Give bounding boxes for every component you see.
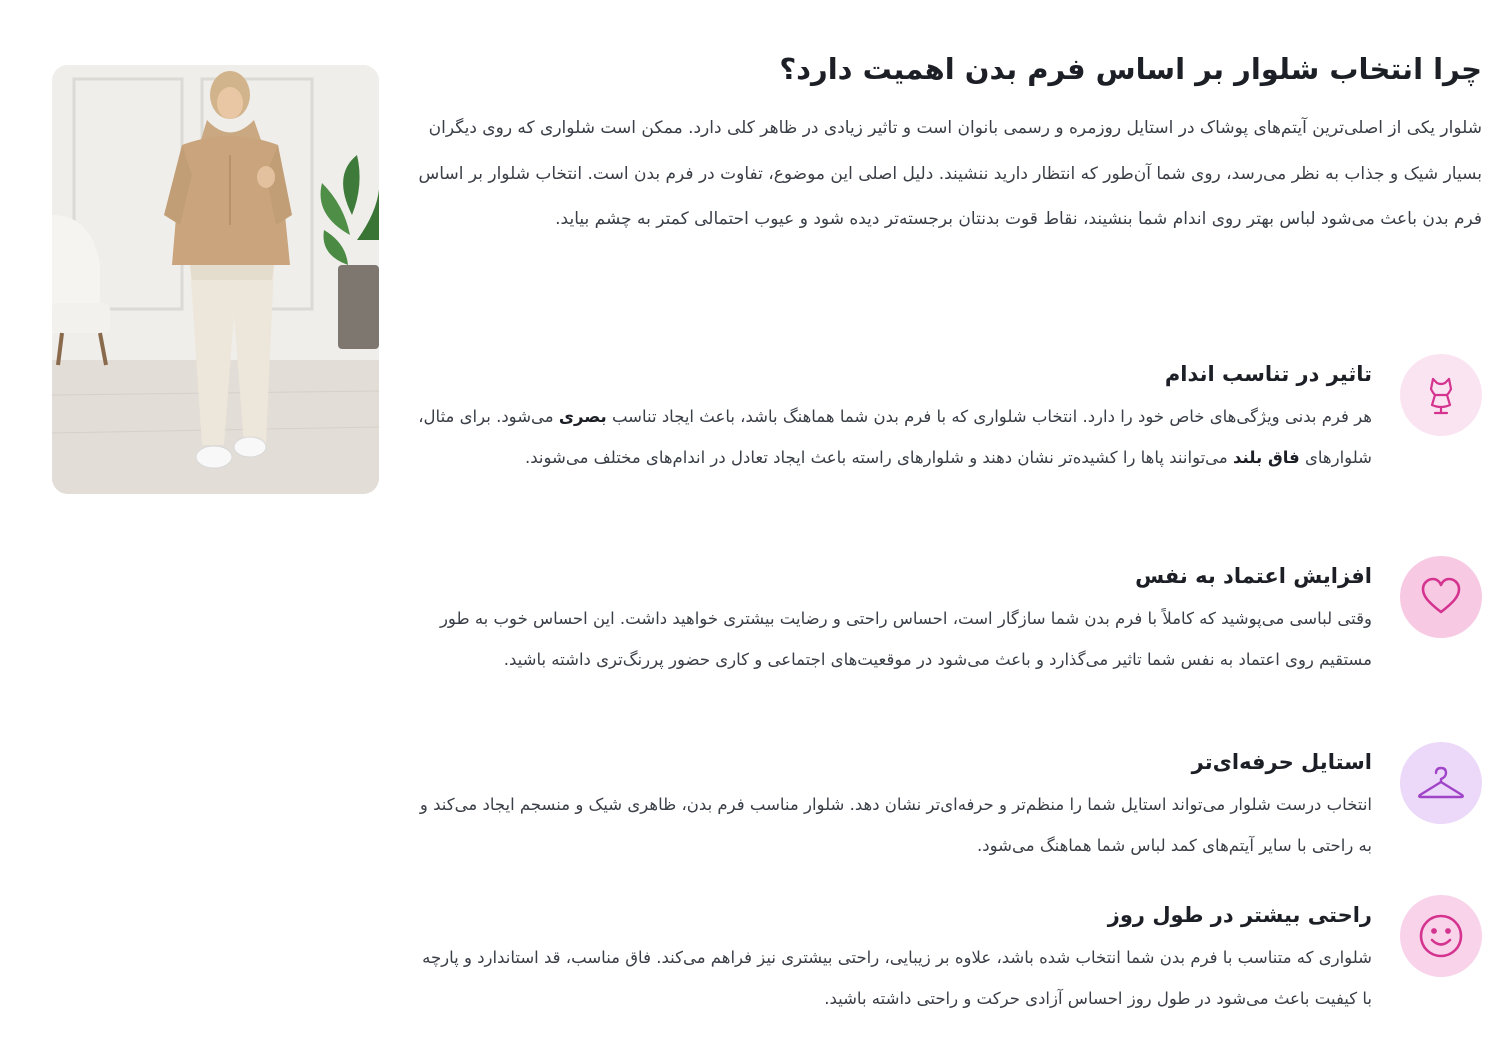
intro-section <box>416 44 1482 243</box>
heart-icon <box>1400 556 1482 638</box>
feature-description: وقتی لباسی می‌پوشید که کاملاً با فرم بدن شما سازگار است، احساس راحتی و رضایت بیشتری خواهید داشت. این احساس خوب به طور مستقیم روی اعتماد به نفس شما تاثیر می‌گذارد و باعث می‌شود در موقعیت‌های اجتماعی و کاری حضور پررنگ‌تری داشته باشید. <box>439 609 1372 669</box>
section-title: چرا انتخاب شلوار بر اساس فرم بدن اهمیت دارد؟ <box>779 52 1482 86</box>
feature-title: افزایش اعتماد به نفس <box>1135 564 1372 588</box>
smile-icon <box>1400 895 1482 977</box>
feature-title: راحتی بیشتر در طول روز <box>1107 903 1372 927</box>
feature-title: استایل حرفه‌ای‌تر <box>1191 750 1372 774</box>
model-photo <box>52 65 379 494</box>
intro-paragraph: شلوار یکی از اصلی‌ترین آیتم‌های پوشاک در استایل روزمره و رسمی بانوان است و تاثیر زیادی در ظاهر کلی دارد. ممکن است شلواری که روی دیگران بسیار شیک و جذاب به نظر می‌رسد، روی شما آن‌طور که انتظار دارید ننشیند. دلیل اصلی این موضوع، تفاوت در فرم بدن است. انتخاب شلوار بر اساس فرم بدن باعث می‌شود لباس بهتر روی اندام شما بنشیند، نقاط قوت بدنتان برجسته‌تر دیده شود و عیوب احتمالی کمتر به چشم بیاید. <box>418 118 1482 229</box>
feature-title: تاثیر در تناسب اندام <box>1164 362 1372 386</box>
dress-form-icon <box>1400 354 1482 436</box>
feature-description: شلواری که متناسب با فرم بدن شما انتخاب شده باشد، علاوه بر زیبایی، راحتی بیشتری نیز فراهم می‌کند. فاق مناسب، قد استاندارد و پارچه با کیفیت باعث می‌شود در طول روز احساس آزادی حرکت و راحتی داشته باشید. <box>422 948 1372 1008</box>
hanger-icon <box>1400 742 1482 824</box>
feature-description: هر فرم بدنی ویژگی‌های خاص خود را دارد. انتخاب شلواری که با فرم بدن شما هماهنگ باشد، باعث ایجاد تناسب بصری می‌شود. برای مثال، شلوارهای فاق بلند می‌توانند پاها را کشیده‌تر نشان دهند و شلوارهای راسته باعث ایجاد تعادل در اندام‌های مختلف می‌شوند. <box>418 407 1372 467</box>
feature-description: انتخاب درست شلوار می‌تواند استایل شما را منظم‌تر و حرفه‌ای‌تر نشان دهد. شلوار مناسب فرم بدن، ظاهری شیک و منسجم ایجاد می‌کند و به راحتی با سایر آیتم‌های کمد لباس شما هماهنگ می‌شود. <box>419 795 1372 855</box>
